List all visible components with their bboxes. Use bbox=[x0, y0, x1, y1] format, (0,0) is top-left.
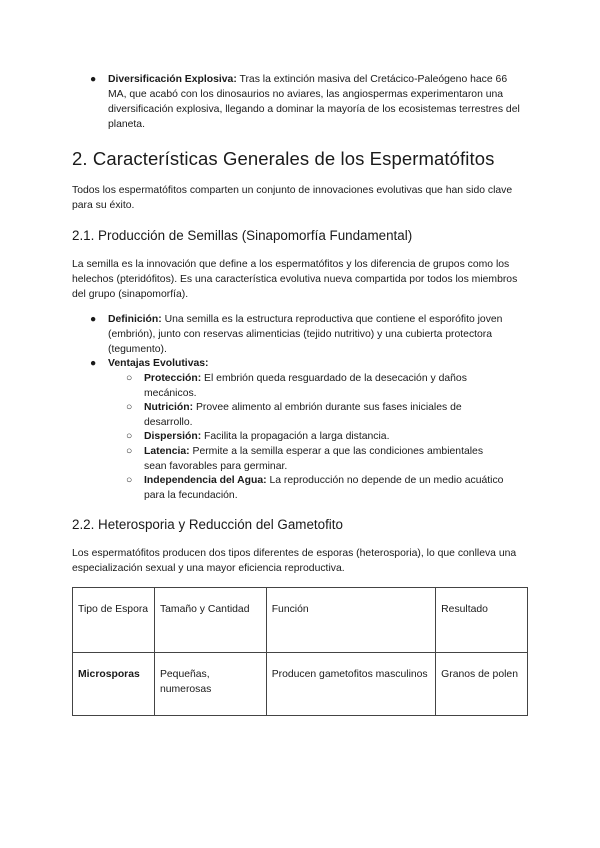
ventaja-text: Permite a la semilla esperar a que las condiciones ambientales sean favorables para germinar. bbox=[144, 446, 484, 472]
sub-bullet-dot: ○ bbox=[126, 402, 133, 413]
ventaja-text: Provee alimento al embrión durante sus fases iniciales de desarrollo. bbox=[144, 402, 462, 428]
table-cell: Microsporas bbox=[73, 653, 155, 716]
table-header-cell: Tamaño y Cantidad bbox=[154, 588, 266, 653]
ventaja-text: El embrión queda resguardado de la desecación y daños mecánicos. bbox=[144, 373, 467, 399]
ventaja-label: Nutrición: bbox=[144, 402, 194, 413]
ventajas-label: Ventajas Evolutivas: bbox=[108, 358, 209, 369]
table-header-row bbox=[73, 588, 528, 653]
table-header-cell: Tipo de Espora bbox=[73, 588, 155, 653]
definicion-text: Una semilla es la estructura reproductiva que contiene el esporófito joven (embrión), junto con reservas alimenticias (tejido nutritivo) y una cubierta protectora (tegumento). bbox=[108, 314, 503, 355]
ventaja-label: Independencia del Agua: bbox=[144, 475, 267, 486]
bullet-dot: ● bbox=[90, 358, 97, 369]
ventaja-text: La reproducción no depende de un medio acuático para la fecundación. bbox=[144, 475, 504, 501]
table-header-cell: Función bbox=[266, 588, 435, 653]
bullet-dot: ● bbox=[90, 74, 97, 85]
intro-bullet-text: Tras la extinción masiva del Cretácico-Paleógeno hace 66 MA, que acabó con los dinosaurios no aviares, las angiospermas experimentaron una diversificación explosiva, llegando a dominar la mayoría de los ecosistemas terrestres del planeta. bbox=[108, 74, 520, 130]
sub-bullet-dot: ○ bbox=[126, 373, 133, 384]
bullet-dot: ● bbox=[90, 314, 97, 325]
sub-bullet-dot: ○ bbox=[126, 475, 133, 486]
ventaja-label: Dispersión: bbox=[144, 431, 202, 442]
ventaja-item-nutricion bbox=[144, 400, 499, 430]
intro-bullet-label: Diversificación Explosiva: bbox=[108, 74, 237, 85]
table-header-cell: Resultado bbox=[436, 588, 528, 653]
section-2-1-intro: La semilla es la innovación que define a los espermatófitos y los diferencia de grupos como los helechos (pteridófitos). Es una característica evolutiva nueva compartida por todos los miembros del grupo (sinapomorfía). bbox=[72, 259, 518, 300]
section-2-intro: Todos los espermatófitos comparten un conjunto de innovaciones evolutivas que han sido clave para su éxito. bbox=[72, 185, 513, 211]
ventaja-item-latencia bbox=[144, 444, 504, 474]
ventaja-item-proteccion bbox=[144, 371, 499, 401]
ventaja-item-dispersion bbox=[144, 429, 514, 444]
table-cell: Granos de polen bbox=[436, 653, 528, 716]
table-cell: Producen gametofitos masculinos bbox=[266, 653, 435, 716]
section-2-heading: 2. Características Generales de los Espermatófitos bbox=[72, 148, 495, 169]
section-2-2-intro: Los espermatófitos producen dos tipos diferentes de esporas (heterosporia), lo que conlleva una especialización sexual y una mayor eficiencia reproductiva. bbox=[72, 548, 517, 574]
intro-bullet-item bbox=[108, 72, 528, 132]
table-row bbox=[73, 653, 528, 716]
definicion-label: Definición: bbox=[108, 314, 162, 325]
ventaja-label: Latencia: bbox=[144, 446, 190, 457]
sub-bullet-dot: ○ bbox=[126, 446, 133, 457]
definicion-item bbox=[108, 312, 528, 357]
table-cell: Pequeñas, numerosas bbox=[154, 653, 266, 716]
section-2-2-heading: 2.2. Heterosporia y Reducción del Gametofito bbox=[72, 517, 343, 532]
section-2-1-heading: 2.1. Producción de Semillas (Sinapomorfía Fundamental) bbox=[72, 228, 413, 243]
esporas-table bbox=[72, 587, 528, 716]
ventaja-label: Protección: bbox=[144, 373, 202, 384]
ventaja-item-independencia bbox=[144, 473, 504, 503]
ventaja-text: Facilita la propagación a larga distancia. bbox=[201, 431, 390, 442]
sub-bullet-dot: ○ bbox=[126, 431, 133, 442]
